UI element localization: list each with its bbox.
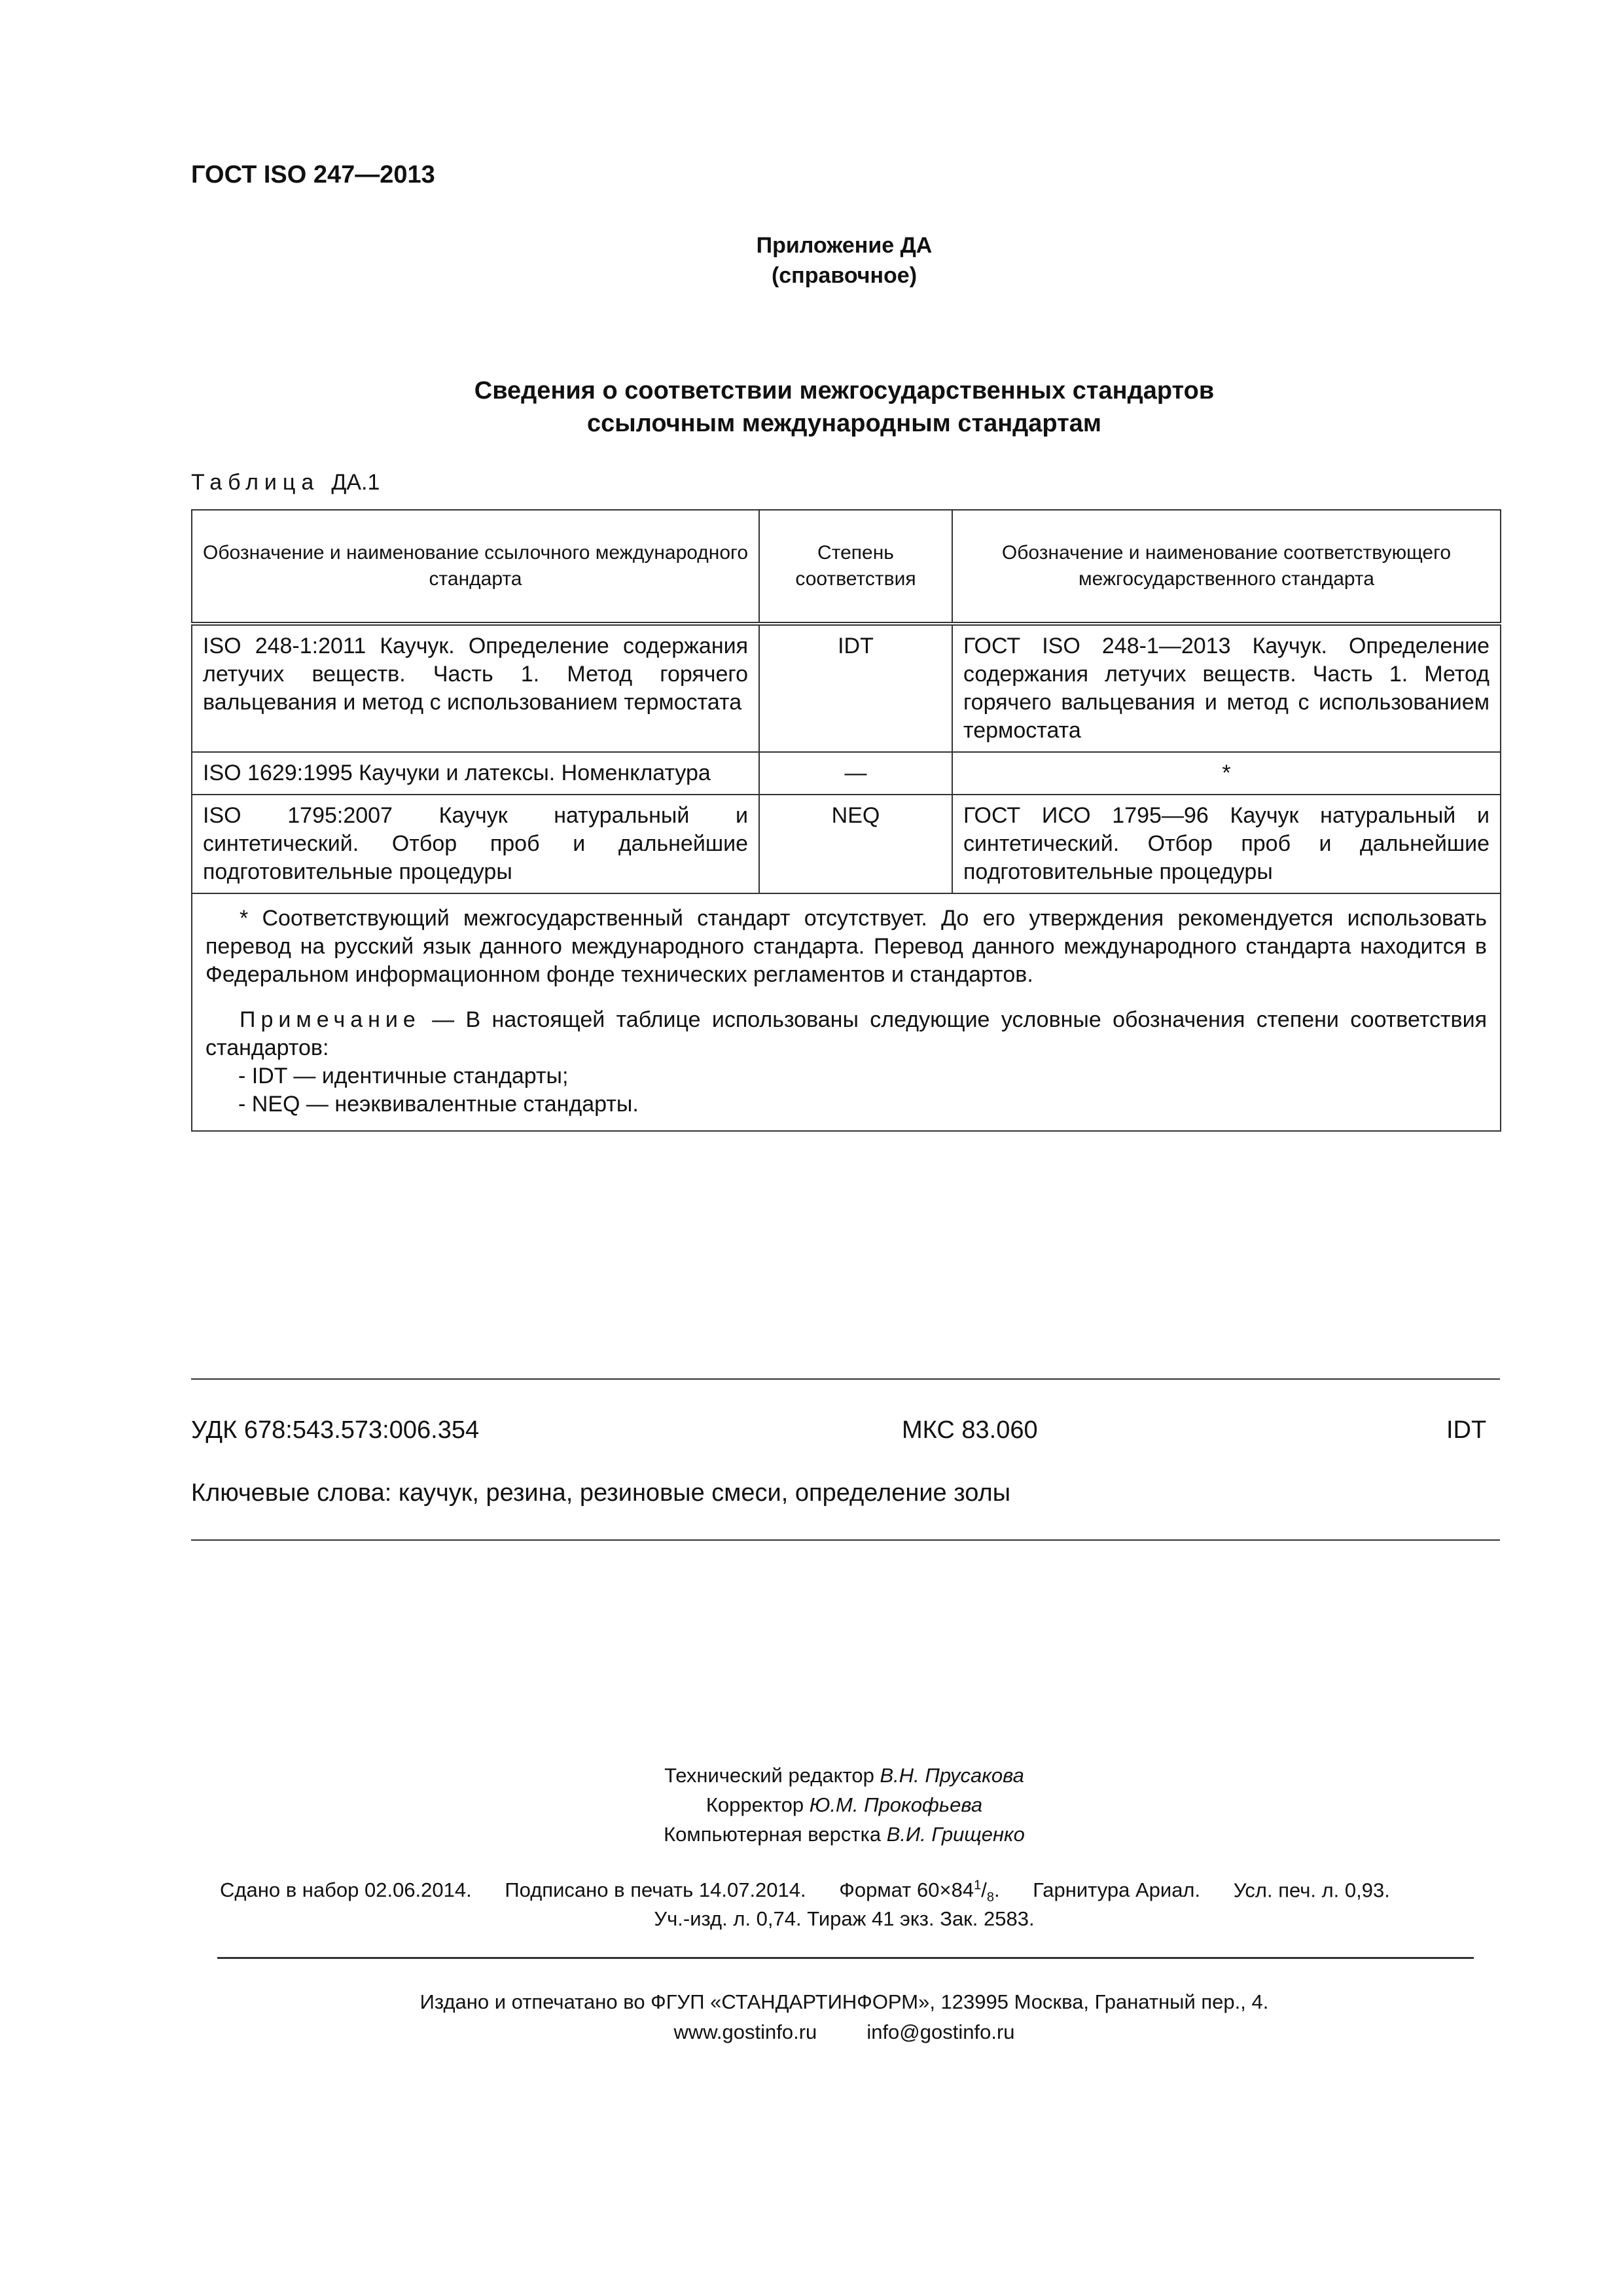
- table-caption-word: Таблица: [191, 470, 320, 495]
- note-paragraph: [205, 1006, 1487, 1062]
- note-text: — В настоящей таблице использованы следующие условные обозначения степени соответствия стандартов:: [205, 1007, 1487, 1060]
- tech-editor-name: В.Н. Прусакова: [880, 1764, 1024, 1787]
- footnote-text: * Соответствующий межгосударственный стандарт отсутствует. До его утверждения рекомендуется использовать перевод на русский язык данного международного стандарта. Перевод данного международного стандарта находится в Федеральном информационном фонде технических регламентов и стандартов.: [205, 906, 1487, 987]
- column-header-international: Обозначение и наименование ссылочного международного стандарта: [192, 510, 759, 624]
- cell-international-standard: ISO 1629:1995 Каучуки и латексы. Номенклатура: [192, 752, 759, 795]
- cell-degree: IDT: [759, 624, 952, 752]
- format-info: Формат $60\times 84^1/_8$.: [839, 1878, 1000, 1905]
- typeface-info: Гарнитура Ариал.: [1033, 1878, 1201, 1902]
- submitted-date: Сдано в набор 02.06.2014.: [220, 1878, 472, 1902]
- cell-national-standard: ГОСТ ISO 248-1—2013 Каучук. Определение содержания летучих веществ. Часть 1. Метод горячего вальцевания и метод с использованием термостата: [952, 624, 1501, 752]
- publisher-email: info@gostinfo.ru: [866, 2020, 1015, 2043]
- column-header-national: Обозначение и наименование соответствующего межгосударственного стандарта: [952, 510, 1501, 624]
- publishing-details: [220, 1878, 1390, 1906]
- cell-national-standard: ГОСТ ИСО 1795—96 Каучук натуральный и синтетический. Отбор проб и дальнейшие подготовительные процедуры: [952, 795, 1501, 893]
- appendix-title: Приложение ДА: [756, 233, 933, 258]
- credit-corrector: Корректор Ю.М. Прокофьева: [705, 1793, 983, 1816]
- appendix-type: (справочное): [771, 263, 918, 288]
- publishing-details-2: Уч.-изд. л. 0,74. Тираж 41 экз. Зак. 2583.: [654, 1907, 1035, 1930]
- degree-code: IDT: [1446, 1416, 1487, 1444]
- table-row: [192, 624, 1501, 752]
- divider-publisher: [217, 1957, 1474, 1959]
- cell-degree: NEQ: [759, 795, 952, 893]
- layout-name: В.И. Грищенко: [886, 1823, 1025, 1846]
- table-caption-number: ДА.1: [331, 470, 380, 495]
- cell-degree: —: [759, 752, 952, 795]
- correspondence-table: [191, 509, 1501, 1132]
- table-footnote-row: [192, 893, 1501, 1131]
- publisher-address: Издано и отпечатано во ФГУП «СТАНДАРТИНФОРМ», 123995 Москва, Гранатный пер., 4.: [419, 1990, 1269, 2013]
- table-row: [192, 795, 1501, 893]
- note-label: Примечание: [240, 1007, 421, 1032]
- heading-line-2: ссылочным международным стандартам: [586, 410, 1101, 437]
- cell-international-standard: ISO 248-1:2011 Каучук. Определение содержания летучих веществ. Часть 1. Метод горячего вальцевания и метод с использованием термостата: [192, 624, 759, 752]
- publisher-website: www.gostinfo.ru: [673, 2020, 817, 2043]
- cell-national-standard: *: [952, 752, 1501, 795]
- document-code: ГОСТ ISO 247—2013: [191, 161, 435, 188]
- table-footnote-cell: [192, 893, 1501, 1131]
- heading-line-1: Сведения о соответствии межгосударственных стандартов: [474, 377, 1215, 404]
- udk-code: УДК 678:543.573:006.354: [191, 1416, 480, 1444]
- publisher-block: [0, 1987, 1623, 2047]
- signed-date: Подписано в печать 14.07.2014.: [505, 1878, 806, 1902]
- corrector-name: Ю.М. Прокофьева: [809, 1793, 983, 1816]
- print-sheets: Усл. печ. л. 0,93.: [1233, 1878, 1390, 1902]
- table-row: [192, 752, 1501, 795]
- appendix-title-block: [0, 230, 1623, 291]
- publisher-contacts: [0, 2017, 1623, 2047]
- credit-tech-editor: Технический редактор В.Н. Прусакова: [664, 1764, 1024, 1787]
- table-caption: [191, 470, 380, 495]
- divider-bottom: [191, 1539, 1500, 1541]
- table-header-row: [192, 510, 1501, 624]
- mks-code: МКС 83.060: [902, 1416, 1038, 1444]
- credit-layout: Компьютерная верстка В.И. Грищенко: [664, 1823, 1025, 1846]
- divider-top: [191, 1378, 1500, 1380]
- keywords: Ключевые слова: каучук, резина, резиновые смеси, определение золы: [191, 1479, 1011, 1507]
- cell-international-standard: ISO 1795:2007 Каучук натуральный и синтетический. Отбор проб и дальнейшие подготовительные процедуры: [192, 795, 759, 893]
- note-item-idt: - IDT — идентичные стандарты;: [238, 1064, 569, 1088]
- section-heading: [0, 374, 1623, 440]
- note-item-neq: - NEQ — неэквивалентные стандарты.: [238, 1092, 639, 1117]
- column-header-degree: Степень соответствия: [759, 510, 952, 624]
